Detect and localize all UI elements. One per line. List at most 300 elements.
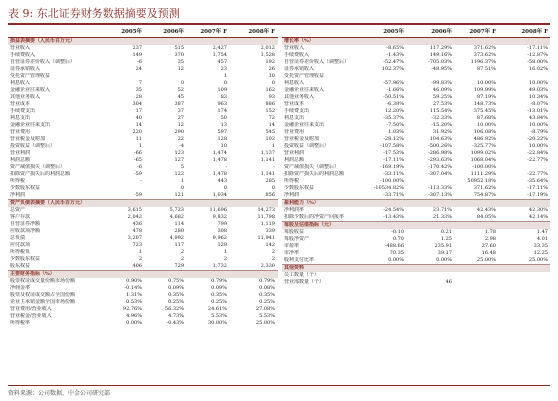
- cell-value: -17.53%: [383, 150, 404, 156]
- table-row: [8, 207, 278, 214]
- cell-value: 5.53%: [211, 313, 227, 319]
- row-label: 所得税: [10, 178, 26, 184]
- row-label: 营业收入: [10, 45, 31, 51]
- table-title: 表 9: 东北证券财务数据摘要及预测: [8, 7, 180, 20]
- table-row: [282, 185, 550, 192]
- cell-value: 0.75%: [168, 278, 184, 284]
- table-row: [282, 94, 550, 101]
- cell-value: 1,141: [260, 157, 275, 163]
- cell-value: -1.43%: [386, 52, 404, 58]
- cell-value: 2,330: [260, 263, 275, 269]
- cell-value: 37: [177, 108, 184, 114]
- cell-value: 304: [132, 101, 142, 107]
- cell-value: 24.61%: [207, 306, 227, 312]
- table-row: [282, 150, 550, 157]
- row-label: 投资收益（调整后）: [284, 143, 330, 149]
- cell-value: 4.01: [536, 236, 548, 242]
- cell-value: 102.37%: [381, 66, 404, 72]
- table-row: [282, 207, 550, 214]
- cell-value: 50952.18%: [467, 178, 496, 184]
- cell-value: -325.77%: [472, 143, 496, 149]
- cell-value: -22.84%: [527, 150, 548, 156]
- cell-value: 237: [132, 45, 142, 51]
- table-row: [8, 108, 278, 115]
- table-row: [8, 87, 278, 94]
- cell-value: 2: [223, 256, 227, 262]
- row-label: 股利支付比率: [284, 257, 315, 263]
- cell-value: 50: [220, 115, 227, 121]
- row-label: 企业主承销金额全国市场份额: [10, 299, 76, 305]
- cell-value: -15.20%: [431, 122, 452, 128]
- table-row: [8, 136, 278, 143]
- table-row: [8, 129, 278, 136]
- source-note: 资料来源：公司数据，中金公司研究部: [8, 390, 111, 397]
- table-row: [8, 52, 278, 59]
- cell-value: -107.58%: [380, 143, 404, 149]
- cell-value: 4.96%: [126, 313, 142, 319]
- section-header-row: [8, 200, 278, 207]
- table-row: [8, 285, 278, 292]
- row-label: 其他资料: [284, 265, 305, 271]
- cell-value: 83: [220, 94, 227, 100]
- table-row: [8, 122, 278, 129]
- cell-value: 0.25%: [211, 299, 227, 305]
- row-label: 净利润率: [284, 207, 305, 213]
- row-label: 扣除资产损失后的利润总额: [10, 171, 71, 177]
- cell-value: 0.09%: [168, 285, 184, 291]
- cell-value: -20.22%: [527, 136, 548, 142]
- cell-value: -58.00%: [527, 59, 548, 65]
- section-header-row: [8, 271, 278, 278]
- cell-value: 0: [223, 80, 227, 86]
- row-label: 营业税金及附加: [10, 136, 46, 142]
- cell-value: -0.10: [391, 229, 404, 235]
- cell-value: 1: [180, 178, 184, 184]
- row-label: 其他业务收入: [10, 94, 41, 100]
- cell-value: 1196.37%: [470, 59, 496, 65]
- cell-value: 373.62%: [473, 52, 496, 58]
- table-row: [282, 59, 550, 66]
- cell-value: 72: [268, 115, 275, 121]
- cell-value: 235.91: [434, 243, 452, 249]
- row-label: 资产减值损失（调整后）: [284, 164, 340, 170]
- cell-value: 5,723: [169, 207, 184, 213]
- cell-value: 84.05%: [476, 214, 496, 220]
- cell-value: 16.02%: [528, 66, 548, 72]
- cell-value: 280: [174, 228, 184, 234]
- cell-value: 46: [445, 279, 452, 285]
- table-row: [8, 59, 278, 66]
- cell-value: 115.54%: [429, 108, 452, 114]
- table-row: [8, 80, 278, 87]
- cell-value: 1111.29%: [470, 171, 496, 177]
- cell-value: 2: [271, 249, 275, 255]
- cell-value: -50.51%: [383, 94, 404, 100]
- cell-value: 0: [180, 185, 184, 191]
- cell-value: 23: [220, 66, 227, 72]
- table-row: [282, 279, 550, 286]
- row-label: 利润总额: [284, 157, 305, 163]
- cell-value: -6: [137, 164, 142, 170]
- cell-value: 290: [174, 129, 184, 135]
- cell-value: 1,034: [212, 192, 227, 198]
- cell-value: 486.92%: [473, 136, 496, 142]
- cell-value: -17.11%: [383, 157, 404, 163]
- table-row: [282, 45, 550, 52]
- cell-value: 1.03%: [388, 129, 404, 135]
- row-label: 净利润: [10, 192, 26, 198]
- row-label: 营业收入: [284, 45, 305, 51]
- cell-value: 122: [174, 171, 184, 177]
- row-label: 营业利润: [284, 150, 305, 156]
- row-label: 少数股东权益: [284, 185, 315, 191]
- row-label: 扣除资产损失后的利润总额: [284, 171, 345, 177]
- cell-value: 35: [177, 59, 184, 65]
- cell-value: 92.76%: [122, 306, 142, 312]
- cell-value: 0.21: [440, 229, 452, 235]
- cell-value: 10: [220, 143, 227, 149]
- cell-value: 1.47: [536, 229, 548, 235]
- cell-value: 4,682: [169, 214, 184, 220]
- row-label: 客户存款: [10, 214, 31, 220]
- cell-value: 339: [265, 228, 275, 234]
- cell-value: -0.14%: [124, 285, 142, 291]
- cell-value: 11: [135, 136, 142, 142]
- table-row: [282, 143, 550, 150]
- table-row: [8, 164, 278, 171]
- cell-value: 12.25: [533, 250, 548, 256]
- cell-value: -100.00%: [472, 164, 496, 170]
- cell-value: 457: [217, 59, 227, 65]
- row-label: 营业税金及附加: [284, 136, 320, 142]
- cell-value: -28.12%: [383, 136, 404, 142]
- column-header: 2006年: [431, 29, 452, 35]
- row-label: 利息支出: [10, 115, 31, 121]
- cell-value: 23.71%: [432, 207, 452, 213]
- row-label: 主要财务指标（%）: [10, 271, 55, 277]
- table-row: [8, 66, 278, 73]
- cell-value: -286.98%: [428, 150, 452, 156]
- cell-value: 87.51%: [476, 66, 496, 72]
- table-row: [282, 243, 550, 250]
- row-label: 营业费用/营业收入: [10, 306, 52, 312]
- row-label: 营业部数量（个）: [284, 279, 325, 285]
- cell-value: 106.08%: [473, 129, 496, 135]
- cell-value: 3,207: [127, 235, 142, 241]
- table-row: [282, 257, 550, 264]
- cell-value: -293.63%: [428, 157, 452, 163]
- section-header-row: [282, 222, 550, 229]
- cell-value: -488.66: [384, 243, 404, 249]
- cell-value: -48.95%: [431, 66, 452, 72]
- cell-value: 12: [177, 66, 184, 72]
- cell-value: 30.00%: [207, 320, 227, 326]
- cell-value: 22: [177, 136, 184, 142]
- row-label: 净佣金率: [10, 285, 31, 291]
- cell-value: 59.25%: [432, 94, 452, 100]
- cell-value: 370: [174, 52, 184, 58]
- cell-value: 45: [177, 94, 184, 100]
- cell-value: 478: [132, 228, 142, 234]
- cell-value: 39.17: [437, 250, 452, 256]
- cell-value: 127: [174, 157, 184, 163]
- row-label: 净利润: [284, 192, 300, 198]
- cell-value: -32.33%: [431, 115, 452, 121]
- cell-value: 729: [174, 263, 184, 269]
- cell-value: 27: [177, 115, 184, 121]
- table-row: [282, 136, 550, 143]
- table-row: [282, 101, 550, 108]
- row-label: 所得税: [284, 178, 300, 184]
- cell-value: -307.13%: [428, 192, 452, 198]
- cell-value: 443: [217, 178, 227, 184]
- cell-value: 371.62%: [473, 45, 496, 51]
- cell-value: 0: [271, 80, 275, 86]
- cell-value: -: [225, 164, 227, 170]
- cell-value: 963: [217, 101, 227, 107]
- table-row: [282, 80, 550, 87]
- cell-value: 1,119: [260, 221, 275, 227]
- section-header-row: [282, 265, 550, 272]
- row-label: 金融企业往来收入: [284, 87, 325, 93]
- row-label: 损益表摘要（人民币百万元）: [10, 38, 76, 44]
- cell-value: 9,962: [212, 235, 227, 241]
- cell-value: -35.64%: [527, 178, 548, 184]
- cell-value: 0.00%: [388, 257, 404, 263]
- row-label: 资产负债表摘要（人民币百万元）: [10, 200, 86, 206]
- cell-value: 2: [180, 256, 184, 262]
- cell-value: -8.79%: [530, 129, 548, 135]
- cell-value: 0.09%: [211, 285, 227, 291]
- table-row: [282, 108, 550, 115]
- table-row: [8, 171, 278, 178]
- right-header-row: [282, 28, 550, 37]
- row-label: 市净率: [284, 250, 300, 256]
- cell-value: 31.92%: [432, 129, 452, 135]
- row-label: 金融企业往来支出: [284, 122, 325, 128]
- row-label: 营业费用: [284, 129, 305, 135]
- row-label: 营业税金/营业收入: [10, 313, 52, 319]
- column-header: 2008年 F: [248, 29, 275, 35]
- cell-value: -13.43%: [383, 214, 404, 220]
- cell-value: -169.19%: [380, 164, 404, 170]
- row-label: 其他业务收入: [284, 94, 315, 100]
- column-header: 2006年: [163, 29, 184, 35]
- row-label: 自营证券净额: [10, 221, 41, 227]
- cell-value: 25.00%: [476, 257, 496, 263]
- cell-value: -66: [133, 150, 142, 156]
- column-header: 2005年: [383, 29, 404, 35]
- row-label: 受托资产管理收益: [10, 73, 51, 79]
- cell-value: 93: [268, 94, 275, 100]
- cell-value: 13: [220, 122, 227, 128]
- cell-value: -17.11%: [527, 45, 548, 51]
- cell-value: 128: [217, 136, 227, 142]
- row-label: 股票权证成交量份额市场份额: [10, 278, 76, 284]
- cell-value: 152: [265, 108, 275, 114]
- cell-value: 406: [132, 263, 142, 269]
- table-row: [8, 150, 278, 157]
- cell-value: 0: [271, 185, 275, 191]
- row-label: 自营证券差价收入（调整后）: [284, 59, 350, 65]
- table-row: [8, 320, 278, 327]
- cell-value: 117: [174, 242, 184, 248]
- cell-value: -113.33%: [428, 185, 452, 191]
- cell-value: 0.79%: [211, 278, 227, 284]
- cell-value: 56.32%: [164, 306, 184, 312]
- row-label: 所得税负: [10, 249, 31, 255]
- cell-value: 109: [217, 87, 227, 93]
- cell-value: 12: [177, 122, 184, 128]
- cell-value: 1.31%: [126, 292, 142, 298]
- cell-value: -6.38%: [386, 101, 404, 107]
- row-label: 员工数量（个）: [284, 272, 320, 278]
- cell-value: -500.26%: [428, 143, 452, 149]
- footer-rule: [8, 385, 550, 386]
- cell-value: 25.00%: [255, 320, 275, 326]
- cell-value: 1: [138, 249, 142, 255]
- cell-value: 87.68%: [476, 115, 496, 121]
- cell-value: -6: [137, 59, 142, 65]
- column-header: 2005年: [121, 29, 142, 35]
- left-panel-table: [8, 28, 278, 327]
- cell-value: -8.07%: [530, 101, 548, 107]
- row-label: 利润总额: [10, 157, 31, 163]
- row-label: 少数股东权益: [10, 256, 41, 262]
- cell-value: 10.00%: [528, 143, 548, 149]
- cell-value: 149.16%: [429, 52, 452, 58]
- row-label: 营业利润: [10, 150, 31, 156]
- cell-value: 104.63%: [429, 136, 452, 142]
- cell-value: 0: [180, 80, 184, 86]
- title-rule: [8, 23, 550, 25]
- table-row: [8, 278, 278, 285]
- cell-value: 10.00%: [528, 122, 548, 128]
- cell-value: 1,141: [260, 171, 275, 177]
- cell-value: 114: [174, 221, 184, 227]
- cell-value: 40: [135, 115, 142, 121]
- cell-value: -99.83%: [431, 80, 452, 86]
- cell-value: 35: [135, 87, 142, 93]
- row-label: 金融企业往来支出: [10, 122, 51, 128]
- row-label: 市盈率: [284, 243, 300, 249]
- row-label: 手续费支出: [10, 108, 36, 114]
- section-header-row: [8, 38, 278, 45]
- cell-value: 148.73%: [473, 101, 496, 107]
- column-header: 2007年 F: [200, 29, 227, 35]
- table-row: [282, 129, 550, 136]
- row-label: 利息支出: [284, 115, 305, 121]
- cell-value: 7: [138, 80, 142, 86]
- cell-value: 14,273: [257, 207, 275, 213]
- table-row: [8, 101, 278, 108]
- table-row: [282, 52, 550, 59]
- cell-value: 1,754: [212, 52, 227, 58]
- table-row: [8, 214, 278, 221]
- cell-value: 52: [177, 87, 184, 93]
- cell-value: 5: [180, 164, 184, 170]
- cell-value: 0.00%: [436, 257, 452, 263]
- cell-value: -59: [133, 192, 142, 198]
- cell-value: 799: [217, 221, 227, 227]
- cell-value: 545: [265, 129, 275, 135]
- cell-value: -24.54%: [383, 207, 404, 213]
- row-label: 增长率（%）: [284, 38, 314, 44]
- cell-value: -59: [133, 171, 142, 177]
- cell-value: 1099.02%: [470, 150, 496, 156]
- table-row: [8, 299, 278, 306]
- table-row: [8, 228, 278, 235]
- table-row: [282, 272, 550, 279]
- table-row: [282, 214, 550, 221]
- table-row: [8, 94, 278, 101]
- column-header: 2007年 F: [469, 29, 496, 35]
- row-label: 利息收入: [284, 80, 305, 86]
- cell-value: 308: [217, 228, 227, 234]
- cell-value: -17.19%: [527, 192, 548, 198]
- section-header-row: [282, 38, 550, 45]
- table-row: [8, 313, 278, 320]
- cell-value: -13.01%: [527, 108, 548, 114]
- row-label: 扣除少数后的净资产回报率: [284, 214, 345, 220]
- cell-value: -8.65%: [386, 45, 404, 51]
- cell-value: 856: [265, 192, 275, 198]
- cell-value: -22.77%: [527, 157, 548, 163]
- cell-value: 1.78: [484, 229, 496, 235]
- cell-value: 192: [265, 59, 275, 65]
- cell-value: 0.90%: [126, 278, 142, 284]
- cell-value: 2.98: [484, 236, 496, 242]
- cell-value: 1: [138, 143, 142, 149]
- cell-value: 70.35: [389, 250, 404, 256]
- cell-value: 0.35%: [211, 292, 227, 298]
- table-row: [282, 229, 550, 236]
- table-row: [282, 73, 550, 80]
- row-label: 每股净资产: [284, 236, 310, 242]
- cell-value: -: [140, 178, 142, 184]
- cell-value: 387: [174, 101, 184, 107]
- cell-value: 515: [174, 45, 184, 51]
- row-label: 盈利能力（%）: [284, 200, 319, 206]
- cell-value: -170.42%: [428, 164, 452, 170]
- cell-value: 49.03%: [528, 87, 548, 93]
- cell-value: 1,474: [212, 150, 227, 156]
- cell-value: 117.29%: [429, 45, 452, 51]
- cell-value: 87.19%: [476, 94, 496, 100]
- cell-value: 0: [223, 185, 227, 191]
- cell-value: -100.00%: [380, 178, 404, 184]
- cell-value: 27.53%: [432, 101, 452, 107]
- row-label: 手续费收入: [284, 52, 310, 58]
- cell-value: 12.20%: [384, 108, 404, 114]
- cell-value: 123: [174, 150, 184, 156]
- table-row: [282, 115, 550, 122]
- row-label: 证券承销收入: [10, 66, 41, 72]
- cell-value: 597: [217, 129, 227, 135]
- row-label: 总负债: [10, 235, 26, 241]
- row-label: 投资收益（调整后）: [10, 143, 56, 149]
- cell-value: 149: [132, 52, 142, 58]
- cell-value: 1,478: [212, 171, 227, 177]
- cell-value: 11,696: [209, 207, 227, 213]
- cell-value: -4: [179, 143, 184, 149]
- cell-value: 2,012: [260, 45, 275, 51]
- cell-value: 14: [268, 122, 275, 128]
- cell-value: 28: [135, 94, 142, 100]
- cell-value: 11,798: [257, 214, 275, 220]
- cell-value: -307.04%: [428, 171, 452, 177]
- cell-value: 26: [268, 66, 275, 72]
